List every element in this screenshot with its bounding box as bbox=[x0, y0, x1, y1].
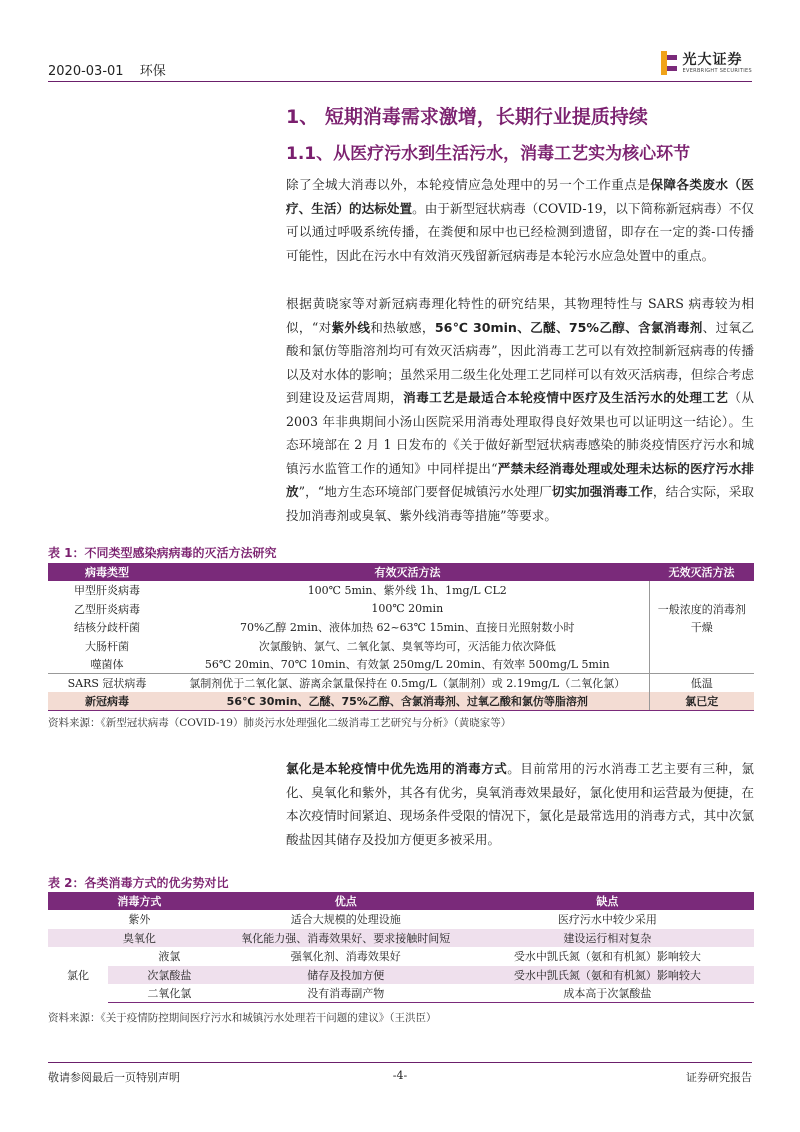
table-row bbox=[48, 910, 754, 929]
text-segment: 根据黄晓家等对新冠病毒理化特性的研究结果，其物理特性与 SARS 病毒较为相似，“对 bbox=[286, 296, 754, 335]
ineffective-method bbox=[649, 637, 754, 656]
table2-header: 缺点 bbox=[461, 892, 754, 910]
logo-en: EVERBRIGHT SECURITIES bbox=[682, 67, 752, 74]
pro: 适合大规模的处理设施 bbox=[290, 913, 401, 927]
logo-mark-icon bbox=[661, 51, 679, 75]
table2-header: 消毒方式 bbox=[48, 892, 231, 910]
effective-method: 100℃ 20min bbox=[371, 602, 444, 616]
page-footer bbox=[48, 1062, 752, 1082]
bold-text-segment: 含氯消毒剂 bbox=[638, 319, 703, 335]
table1-source: 资料来源：《新型冠状病毒（COVID-19）肺炎污水处理强化二级消毒工艺研究与分析》（黄晓家等） bbox=[48, 717, 512, 729]
disinfection-comparison-table bbox=[48, 892, 754, 1003]
page-number: -4- bbox=[392, 1069, 408, 1082]
bold-text-segment: 消毒工艺是最适合本轮疫情中医疗及生活污水的处理工艺 bbox=[403, 390, 729, 405]
text-segment: ，结合实际，采取投加消毒剂或臭氧、紫外线消毒等措施”等要求。 bbox=[286, 484, 754, 523]
ineffective-method: 低温 bbox=[649, 674, 754, 693]
ineffective-method: 氯已定 bbox=[649, 692, 754, 711]
report-date: 2020-03-01 bbox=[48, 64, 124, 79]
method: 紫外 bbox=[128, 913, 151, 927]
method-group: 氯化 bbox=[67, 968, 89, 982]
ineffective-method bbox=[649, 655, 754, 674]
effective-method: 次氯酸钠、氯气、二氧化氯、臭氧等均可，灭活能力依次降低 bbox=[258, 639, 556, 653]
virus-type: SARS 冠状病毒 bbox=[48, 674, 166, 693]
method: 臭氧化 bbox=[48, 929, 231, 948]
table-row bbox=[48, 581, 754, 600]
table-row bbox=[48, 655, 754, 674]
paragraph-3 bbox=[286, 757, 754, 851]
table-row bbox=[48, 674, 754, 693]
text-segment: ”，“地方生态环境部门要督促城镇污水处理厂 bbox=[298, 484, 552, 499]
pro: 储存及投加方便 bbox=[231, 966, 461, 985]
bold-text-segment: 56℃ 30min、乙醚、75%乙醇、 bbox=[434, 319, 639, 335]
bold-text-segment: 切实加强消毒工作 bbox=[551, 484, 653, 499]
table-row bbox=[48, 984, 754, 1003]
effective-method: 氯制剂优于二氧化氯、游离余氯量保持在 0.5mg/L（氯制剂）或 2.19mg/L（二氧化氯） bbox=[166, 674, 649, 693]
text-segment: 除了全城大消毒以外，本轮疫情应急处理中的另一个工作重点是 bbox=[286, 177, 651, 192]
method: 二氧化氯 bbox=[108, 984, 231, 1003]
table1-header: 无效灭活方法 bbox=[649, 563, 754, 581]
table-row bbox=[48, 947, 754, 966]
table-row bbox=[48, 600, 754, 619]
con: 成本高于次氯酸盐 bbox=[461, 984, 754, 1003]
paragraph-1 bbox=[286, 173, 754, 267]
con: 受水中凯氏氮（氨和有机氮）影响较大 bbox=[513, 950, 701, 964]
ineffective-method bbox=[649, 581, 754, 600]
table1-header: 有效灭活方法 bbox=[166, 563, 649, 581]
disclaimer-note: 敬请参阅最后一页特别声明 bbox=[48, 1071, 180, 1084]
virus-type: 结核分歧杆菌 bbox=[74, 621, 140, 635]
table-row bbox=[48, 637, 754, 656]
table1-header: 病毒类型 bbox=[48, 563, 166, 581]
effective-method: 100℃ 5min、紫外线 1h、1mg/L CL2 bbox=[307, 584, 507, 598]
sector-label: 环保 bbox=[139, 64, 166, 79]
virus-type: 噬菌体 bbox=[90, 658, 124, 671]
pro: 氧化能力强、消毒效果好、要求接触时间短 bbox=[231, 929, 461, 948]
effective-method: 70%乙醇 2min、液体加热 62~63℃ 15min、直接日光照射数小时 bbox=[239, 621, 575, 635]
page-header bbox=[48, 48, 752, 82]
bold-text-segment: 严禁未经消毒处理或处理未达标的医疗污水排放 bbox=[286, 460, 754, 499]
logo-cn: 光大证券 bbox=[682, 51, 743, 68]
text-segment: （从 2003 年非典期间小汤山医院采用消毒处理取得良好效果也可以证明这一结论）。生态环境部在 2 月 1 日发布的《关于做好新型冠状病毒感染的肺炎疫情医疗污水和城镇污水监管工作的通知》中同样提出“ bbox=[286, 390, 755, 476]
pro: 没有消毒副产物 bbox=[231, 984, 461, 1003]
paragraph-2 bbox=[286, 292, 754, 527]
text-segment: 。由于新型冠状病毒（COVID-19，以下简称新冠病毒）不仅可以通过呼吸系统传播，在粪便和尿中也已经检测到遗留，即存在一定的粪-口传播可能性，因此在污水中有效消灭残留新冠病毒是本轮污水应急处置中的重点。 bbox=[286, 200, 755, 263]
virus-type: 乙型肝炎病毒 bbox=[74, 602, 140, 616]
subsection-heading: 1.1、从医疗污水到生活污水，消毒工艺实为核心环节 bbox=[286, 144, 691, 164]
virus-type: 大肠杆菌 bbox=[85, 639, 129, 653]
table2-caption: 表 2：各类消毒方式的优劣势对比 bbox=[48, 876, 229, 890]
report-type: 证券研究报告 bbox=[686, 1071, 752, 1084]
virus-type: 甲型肝炎病毒 bbox=[74, 584, 140, 598]
section-heading: 1、 短期消毒需求激增，长期行业提质持续 bbox=[286, 106, 648, 128]
everbright-logo bbox=[661, 48, 752, 78]
bold-text-segment: 保障各类废水（医疗、生活）的达标处置 bbox=[286, 177, 755, 216]
con: 医疗污水中较少采用 bbox=[557, 913, 657, 927]
ineffective-method: 一般浓度的消毒剂 bbox=[649, 600, 754, 619]
highlight-row bbox=[48, 692, 754, 711]
table1-caption: 表 1：不同类型感染病病毒的灭活方法研究 bbox=[48, 546, 277, 560]
text-segment: 、过氧乙酸和氯仿等脂溶剂均可有效灭活病毒”，因此消毒工艺可以有效控制新冠病毒的传播以及对水体的影响；虽然采用二级生化处理工艺同样可以有效灭活病毒，但综合考虑到建设及运营周期， bbox=[286, 319, 755, 405]
table2-source: 资料来源：《关于疫情防控期间医疗污水和城镇污水处理若干问题的建议》（王洪臣） bbox=[48, 1012, 437, 1024]
method: 次氯酸盐 bbox=[108, 966, 231, 985]
table2-header: 优点 bbox=[231, 892, 461, 910]
effective-method: 56℃ 30min、乙醚、75%乙醇、含氯消毒剂、过氧乙酸和氯仿等脂溶剂 bbox=[166, 692, 649, 711]
virus-type: 新冠病毒 bbox=[48, 692, 166, 711]
table-row bbox=[48, 929, 754, 948]
ineffective-method: 干燥 bbox=[649, 618, 754, 637]
text-segment: 。目前常用的污水消毒工艺主要有三种，氯化、臭氧化和紫外，其各有优劣，臭氧消毒效果最好，氯化使用和运营最为便捷，在本次疫情时间紧迫、现场条件受限的情况下，氯化是最常选用的消毒方式，其中次氯酸盐因其储存及投加方便更多被采用。 bbox=[286, 761, 755, 847]
con: 受水中凯氏氮（氨和有机氮）影响较大 bbox=[461, 966, 754, 985]
header-meta bbox=[48, 60, 178, 79]
pro: 强氧化剂、消毒效果好 bbox=[290, 950, 401, 964]
method: 液氯 bbox=[158, 950, 181, 964]
con: 建设运行相对复杂 bbox=[461, 929, 754, 948]
table-row bbox=[48, 618, 754, 637]
virus-inactivation-table bbox=[48, 563, 754, 711]
effective-method: 56℃ 20min、70℃ 10min、有效氯 250mg/L 20min、有效率 500mg/L 5min bbox=[204, 658, 610, 671]
bold-text-segment: 紫外线 bbox=[331, 319, 371, 335]
table-row bbox=[48, 966, 754, 985]
bold-text-segment: 氯化是本轮疫情中优先选用的消毒方式 bbox=[286, 761, 508, 776]
text-segment: 和热敏感， bbox=[370, 319, 435, 335]
